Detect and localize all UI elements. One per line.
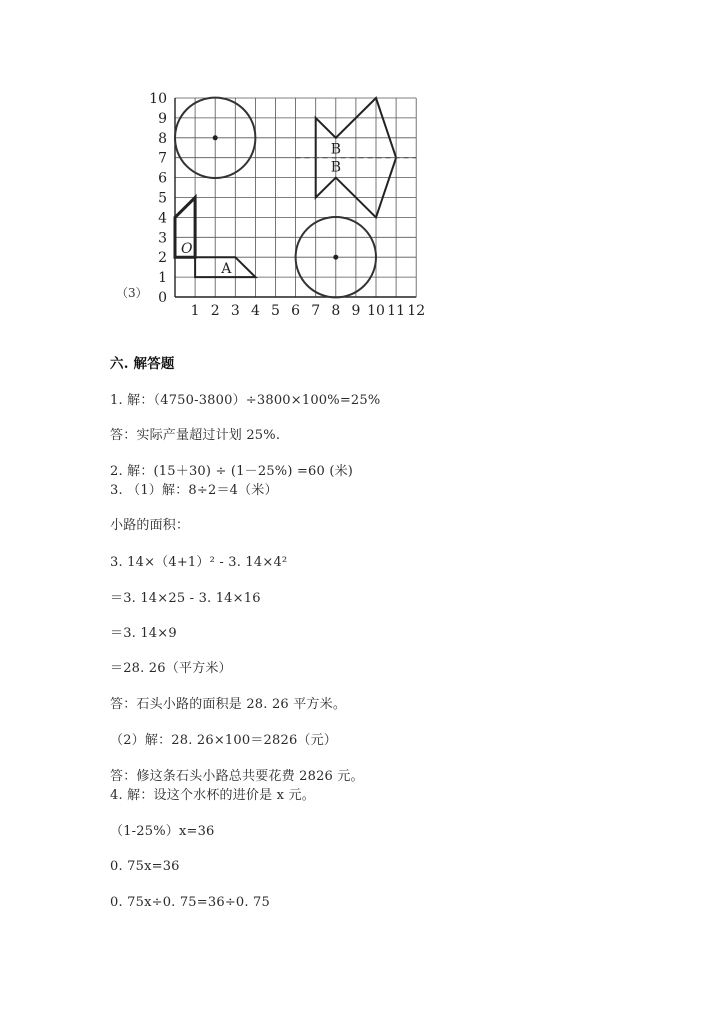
x-tick-label: 7 [311,303,321,319]
section-heading: 六. 解答题 [110,356,175,372]
shape-label-b-bottom: B [330,159,342,176]
answer-line: 3. 14×（4+1）² - 3. 14×4² [110,555,288,570]
y-tick-label: 3 [158,230,167,247]
answer-line: 3. （1）解：8÷2＝4（米） [110,483,278,498]
answer-line: 1. 解：（4750-3800）÷3800×100%=25% [110,393,381,408]
answer-line: 0. 75x÷0. 75=36÷0. 75 [110,895,270,910]
y-tick-label: 0 [158,290,167,306]
answer-line: ＝3. 14×9 [110,626,177,641]
y-tick-label: 5 [158,190,167,207]
y-tick-label: 6 [158,170,167,187]
x-tick-label: 8 [331,303,341,319]
x-tick-label: 4 [250,303,260,319]
coordinate-grid-figure [100,85,440,325]
answer-line: 答：修这条石头小路总共要花费 2826 元。 [110,769,364,784]
answer-line: 小路的面积： [110,518,190,533]
answer-line: 2. 解：(15＋30) ÷ (1－25%) =60 (米) [110,464,354,479]
x-tick-label: 11 [387,303,406,319]
y-tick-label: 1 [158,270,167,287]
x-tick-label: 12 [407,303,426,319]
shape-label-b-top: B [330,141,342,158]
x-tick-label: 2 [210,303,220,319]
x-tick-label: 5 [271,303,280,319]
y-tick-label: 10 [149,91,167,107]
grid-lines [175,98,416,297]
y-tick-label: 8 [158,130,167,147]
answer-line: ＝28. 26（平方米） [110,661,232,676]
answer-line: ＝3. 14×25 - 3. 14×16 [110,591,261,606]
point-label-o: O [181,241,193,258]
y-tick-label: 7 [158,150,167,167]
x-tick-label: 6 [291,303,301,319]
center-point-icon [333,255,338,260]
answer-line: （1-25%）x=36 [110,824,215,839]
x-tick-label: 1 [190,303,200,319]
answer-line: （2）解：28. 26×100＝2826（元） [110,733,338,748]
x-tick-label: 9 [351,303,361,319]
axis-ticks [149,91,425,319]
answer-line: 答：石头小路的面积是 28. 26 平方米。 [110,697,347,712]
grid-svg [100,85,440,325]
answer-line: 0. 75x=36 [110,859,180,874]
answer-line: 4. 解：设这个水杯的进价是 x 元。 [110,788,315,803]
x-tick-label: 3 [230,303,240,319]
y-tick-label: 2 [158,250,167,267]
shape-label-a: A [221,261,232,278]
y-tick-label: 4 [158,210,167,227]
y-tick-label: 9 [158,110,167,127]
x-tick-label: 10 [367,303,385,319]
center-point-icon [213,135,218,140]
figure-label: （3） [116,286,148,300]
answer-line: 答：实际产量超过计划 25%. [110,428,281,443]
